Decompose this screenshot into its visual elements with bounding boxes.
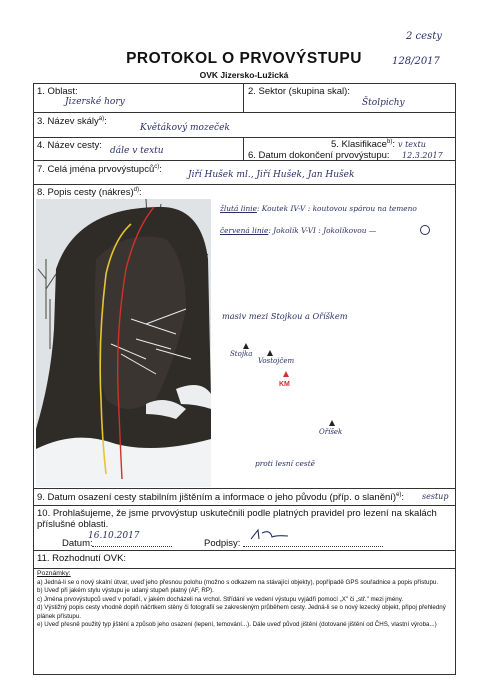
prohlaseni-text: 10. Prohlašujeme, že jsme prvovýstup uskutečnili podle platných pravidel pro lezení na skalách příslušné oblasti. [37,508,437,530]
route-red-circle [420,225,430,235]
podpisy-dots [243,546,383,547]
datum-dokonceni-value: 12.3.2017 [402,151,443,160]
route-photo-drawing [36,199,211,487]
popis-label: 8. Popis cesty (nákres)$^{d)}$: [37,187,142,199]
nazev-cesty-label: 4. Název cesty: [37,140,102,151]
rozhodnuti-label: 11. Rozhodnutí OVK: [37,553,127,564]
note-c: c) Jména prvovýstupců uveď v pořadí, v jakém docházeli na vrchol. Střídání ve vedení výstupu vyjádři pomocí „X" či „stř." mezi jmény. [37,595,404,603]
notes-heading: Poznámky: [37,570,71,577]
orisek-marker [329,420,335,426]
top-note: 2 cesty [406,31,442,42]
route-red: červená linie: Jokolík V-VI : Jokolíkovou — [220,226,377,235]
document-title: PROTOKOL O PRVOVÝSTUPU [126,50,362,67]
datum-dots [92,546,172,547]
sektor-value: Štolpichy [362,98,405,108]
prvovystupci-label: 7. Celá jména prvovýstupců$^{c)}$: [37,164,162,176]
km-label: KM [279,381,290,388]
vostojcem-label: Vostojčem [258,357,295,365]
document-subtitle: OVK Jizersko-Lužická [199,70,289,80]
notes-list [37,579,451,629]
nazev-skaly-value: Květákový mozeček [140,123,230,133]
note-a: a) Jedná-li se o nový skalní útvar, uveď jeho přesnou polohu (možno s odkazem na stávající objekty), popřípadě GPS souřadnice a popis přístupu. [37,579,439,586]
vostojcem-marker [267,350,273,356]
stojka-marker [243,343,249,349]
signature [248,527,298,543]
datum-dokonceni-label: 6. Datum dokončení prvovýstupu: [248,150,390,161]
datum-value: 16.10.2017 [88,531,140,541]
prvovystupci-value: Jiří Hušek ml., Jiří Hušek, Jan Hušek [188,170,355,180]
sketch-note: proti lesní cestě [255,459,316,468]
note-d: d) Výstižný popis cesty vhodně doplň náčrtkem stěny či fotografií se zakresleným průběhem cesty. Jedná-li se o nový lezecký objekt, připoj přehledný plánek přístupu. [37,604,446,620]
podpisy-label: Podpisy: [204,538,241,549]
oblast-label: 1. Oblast: [37,86,78,97]
klasifikace-label: 5. Klasifikace$^{b)}$: [331,139,395,151]
nazev-cesty-value: dále v textu [110,146,164,156]
protocol-number: 128/2017 [392,56,440,67]
sketch-title: masiv mezi Stojkou a Oříškem [222,311,348,321]
klasifikace-value: v textu [398,140,426,149]
datum-label: Datum: [62,538,93,549]
km-marker [283,371,289,377]
orisek-label: Oříšek [319,428,343,436]
nazev-skaly-label: 3. Název skály$^{a)}$: [37,116,107,128]
note-b: b) Uveď při jakém stylu výstupu je udaný stupeň platný (AF, RP). [37,587,214,595]
osazeni-value: sestup [422,492,449,501]
note-e: e) Uveď přesně použitý typ jištění a způsob jeho osazení (lepení, temování...). Dále uveď původ jištění (dotované jištění od ČHS, vlastní výroba...) [37,621,437,629]
oblast-value: Jizerské hory [65,97,125,107]
route-yellow: žlutá linie: Koutek IV-V : koutovou spárou na temeno [220,204,417,213]
stojka-label: Stojka [230,350,253,358]
sektor-label: 2. Sektor (skupina skal): [248,86,350,97]
osazeni-label: 9. Datum osazení cesty stabilním jištěním a informace o jeho původu (příp. o slanění)$^{e)}$: [37,492,405,504]
route-photo [36,199,211,487]
